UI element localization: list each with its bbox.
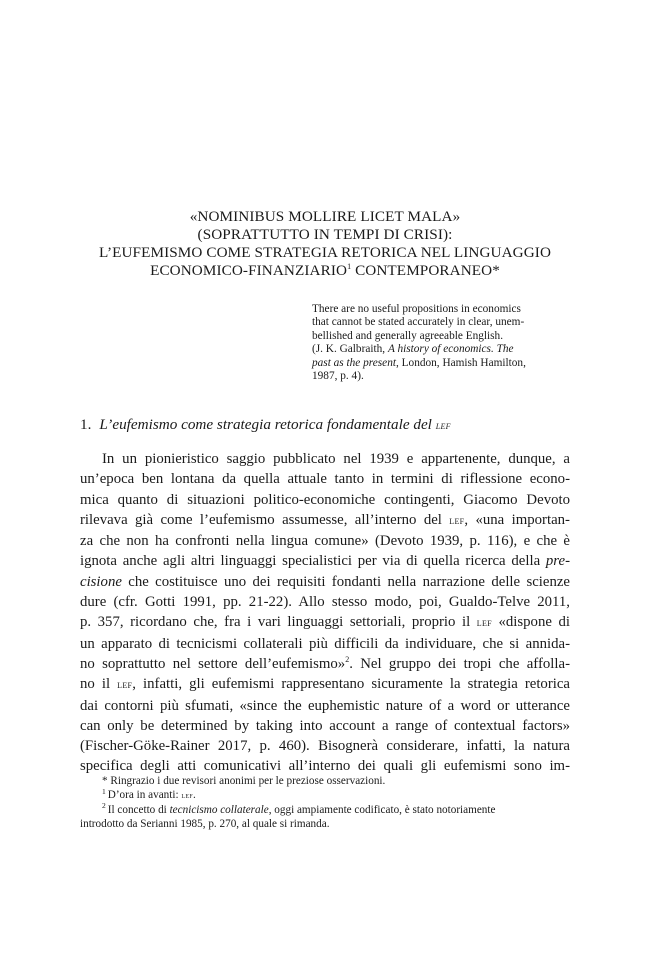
body-line-6-a: ignota anche agli altri linguaggi specialistici per via di quella ricerca della <box>80 553 546 570</box>
title-line-4-text: ECONOMICO-FINANZIARIO <box>150 262 348 279</box>
body-line-6 <box>80 551 570 571</box>
body-line-2: un’epoca ben lontana da quella attuale tanto in termini di riflessione econo- <box>80 471 570 488</box>
footnote-ref-2[interactable]: 2 <box>345 655 350 665</box>
epigraph-citation-publisher: , London, Hamish Hamilton, <box>396 356 526 369</box>
footnote-1-end: . <box>192 789 196 802</box>
body-line-10: un apparato di tecnicismi collaterali più difficili da individuare, che si annida- <box>80 635 570 652</box>
body-line-9-abbrev: lef <box>476 617 492 630</box>
section-number: 1. <box>80 416 92 433</box>
body-line-9-a: p. 357, ricordano che, fra i vari linguaggi settoriali, proprio il <box>80 614 477 631</box>
epigraph-line-5 <box>312 357 570 370</box>
body-line-7 <box>80 572 570 592</box>
epigraph-line-4 <box>312 343 570 356</box>
epigraph-line-3: bellished and generally agreeable English. <box>312 329 504 342</box>
body-line-12-abbrev: lef <box>117 679 133 692</box>
body-paragraph <box>80 449 570 777</box>
epigraph-line-1: There are no useful propositions in economics <box>312 303 521 315</box>
footnote-2-text: Il concetto di <box>107 803 170 816</box>
body-line-15: (Fischer-Göke-Rainer 2017, p. 460). Bisognerà considerare, infatti, la natura <box>80 738 570 755</box>
body-line-14: can only be determined by taking into account a range of contextual factors» <box>80 717 570 734</box>
body-line-12-a: no il <box>80 676 118 693</box>
footnote-ref-1[interactable]: 1 <box>347 261 352 271</box>
body-line-1: In un pionieristico saggio pubblicato nel 1939 e appartenente, dunque, a <box>102 451 570 467</box>
title-line-1: «NOMINIBUS MOLLIRE LICET MALA» <box>189 208 461 225</box>
body-line-13: dai contorni più sfumati, «since the euphemistic nature of a word or utterance <box>80 697 570 714</box>
epigraph-line-6: 1987, p. 4). <box>312 370 364 383</box>
footnote-2-italic: tecnicismo collaterale <box>169 803 269 816</box>
body-line-4 <box>80 510 570 531</box>
body-line-11-b: . Nel gruppo dei tropi che affolla- <box>349 655 570 672</box>
title-line-4-end: CONTEMPORANEO* <box>351 262 500 279</box>
footnote-1-mark: 1 <box>102 786 106 796</box>
section-title-text: L’eufemismo come strategia retorica fondamentale del <box>99 416 436 433</box>
footnote-2-mark: 2 <box>102 800 106 810</box>
section-title-abbrev: lef <box>435 418 451 432</box>
title-line-4 <box>40 262 610 280</box>
footnote-1-text: D’ora in avanti: <box>107 789 182 802</box>
footnote-1-abbrev: lef <box>181 790 193 801</box>
body-line-6-italic: pre- <box>545 553 570 570</box>
body-line-12 <box>80 674 570 695</box>
footnote-2-continuation: introdotto da Serianni 1985, p. 270, al quale si rimanda. <box>80 817 330 830</box>
title-line-3: L’EUFEMISMO COME STRATEGIA RETORICA NEL LINGUAGGIO <box>98 244 552 261</box>
section-heading <box>80 416 451 434</box>
body-line-4-abbrev: lef <box>449 514 465 527</box>
footnote-2-rest: , oggi ampiamente codificato, è stato notoriamente <box>268 803 496 816</box>
body-line-9-b: «dispone di <box>491 614 570 631</box>
body-line-3: mica quanto di situazioni politico-economiche contingenti, Giacomo Devoto <box>80 491 570 508</box>
body-line-5: za che non ha confronti nella lingua comune» (Devoto 1939, p. 116), e che è <box>80 533 570 550</box>
body-line-11-a: no soprattutto nel settore dell’eufemismo» <box>80 655 346 672</box>
footnote-star: * Ringrazio i due revisori anonimi per le preziose osservazioni. <box>102 775 386 787</box>
epigraph <box>312 303 570 383</box>
body-line-16: specifica degli atti comunicativi all’interno dei quali gli eufemismi sono im- <box>80 758 570 775</box>
footnote-1 <box>80 788 570 802</box>
footnote-2 <box>80 800 570 817</box>
body-line-4-a: rilevava già come l’eufemismo assumesse, all’interno del <box>80 511 450 528</box>
footnotes <box>80 774 570 831</box>
epigraph-citation-title: A history of economics. The <box>387 343 514 356</box>
body-line-12-b: , infatti, gli eufemismi rappresentano sicuramente la strategia retorica <box>132 676 570 693</box>
body-line-9 <box>80 612 570 633</box>
epigraph-citation-title-cont: past as the present <box>312 356 396 369</box>
section-title <box>99 416 450 433</box>
body-line-11 <box>80 654 570 674</box>
epigraph-line-2: that cannot be stated accurately in clear, unem- <box>312 316 525 329</box>
body-line-8: dure (cfr. Gotti 1991, pp. 21-22). Allo stesso modo, poi, Gualdo-Telve 2011, <box>80 594 570 611</box>
body-line-7-b: che costituisce uno dei requisiti fondanti nella narrazione delle scienze <box>121 573 570 590</box>
article-title <box>40 208 610 280</box>
body-line-4-b: , «una importan- <box>464 511 570 528</box>
title-line-2: (SOPRATTUTTO IN TEMPI DI CRISI): <box>197 226 453 243</box>
epigraph-citation-author: (J. K. Galbraith, <box>312 343 388 356</box>
body-line-7-italic: cisione <box>80 573 122 590</box>
